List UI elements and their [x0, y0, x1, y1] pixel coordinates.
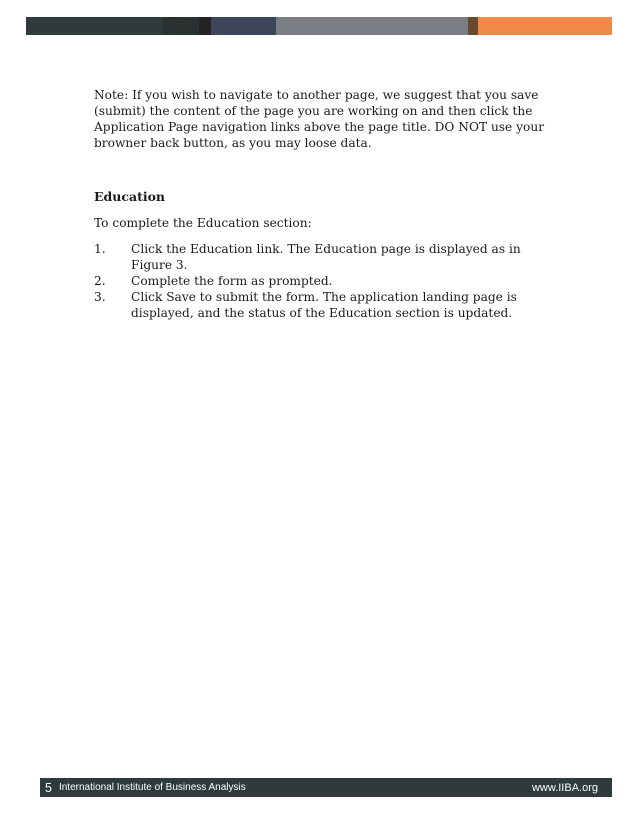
step-item: [94, 273, 554, 289]
header-bar-segment: [211, 17, 276, 35]
navigation-note: Note: If you wish to navigate to another page, we suggest that you save (submit) the content of the page you are working on and then click the Application Page navigation links above the page title. DO NOT use your browner back button, as you may loose data.: [94, 88, 545, 150]
header-bar-segment: [276, 17, 468, 35]
section-intro: To complete the Education section:: [94, 216, 312, 230]
step-item: [94, 289, 554, 321]
step-text: Click Save to submit the form. The application landing page is displayed, and the status of the Education section is updated.: [131, 290, 517, 320]
organization-name: International Institute of Business Analysis: [58, 782, 246, 793]
steps-list: [94, 241, 554, 321]
step-text: Click the Education link. The Education page is displayed as in Figure 3.: [131, 242, 521, 272]
header-bar-segment: [163, 17, 199, 35]
page-footer: [40, 778, 612, 797]
page-number: 5: [45, 780, 52, 795]
step-text: Complete the form as prompted.: [131, 274, 333, 288]
step-number: 2.: [94, 274, 106, 288]
header-bar-segment: [26, 17, 163, 35]
document-body: [94, 87, 554, 321]
header-bar-segment: [468, 17, 478, 35]
section-heading-education: Education: [94, 189, 166, 204]
header-bar-segment: [199, 17, 211, 35]
step-number: 1.: [94, 242, 106, 256]
header-bar-segment: [478, 17, 612, 35]
header-color-bar: [26, 17, 612, 35]
step-item: [94, 241, 554, 273]
step-number: 3.: [94, 290, 106, 304]
website-link[interactable]: www.IIBA.org: [531, 781, 598, 794]
